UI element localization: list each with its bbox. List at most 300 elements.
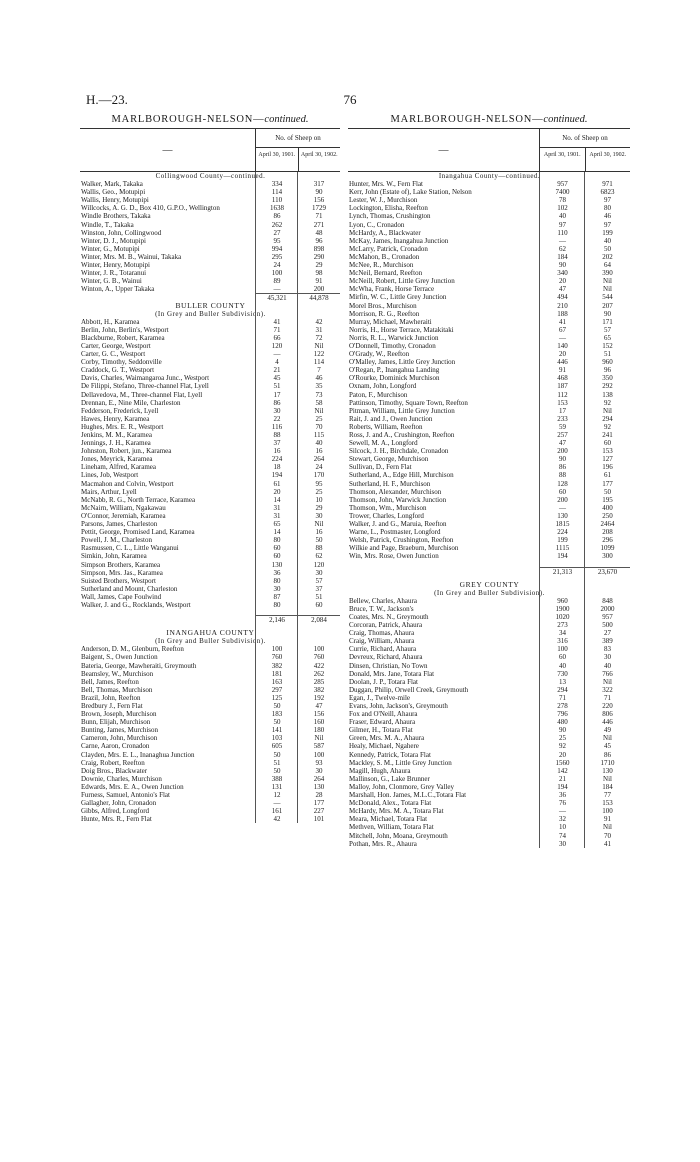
sheep-1902-cell: 31 bbox=[315, 325, 323, 334]
row-name: Donald, Mrs. Jane, Totara Flat bbox=[349, 669, 435, 678]
table-row bbox=[348, 423, 630, 431]
sheep-1902-cell: 50 bbox=[315, 536, 323, 545]
table-row bbox=[80, 751, 340, 759]
row-name: Winter, Mrs. M. B., Wainui, Takaka bbox=[81, 252, 182, 261]
row-name: Berlin, John, Berlin's, Westport bbox=[81, 325, 169, 334]
sheep-1901-cell: 14 bbox=[273, 495, 281, 504]
sheep-1901-cell: 188 bbox=[557, 309, 568, 318]
sheep-1901-cell: 163 bbox=[271, 677, 283, 686]
sheep-1902-cell: 1099 bbox=[600, 544, 615, 553]
sheep-1901-cell: 116 bbox=[271, 422, 283, 431]
row-name: Cameron, John, Murchison bbox=[81, 734, 158, 743]
row-name: Morel Bros., Murchison bbox=[349, 301, 417, 310]
sheep-1902-cell: Nil bbox=[603, 677, 612, 686]
sheep-1902-cell: 46 bbox=[315, 374, 323, 383]
left-name-header: — bbox=[162, 144, 173, 156]
sheep-1902-cell: 898 bbox=[313, 244, 325, 253]
table-row bbox=[80, 382, 340, 390]
sheep-1901-cell: 71 bbox=[559, 693, 566, 702]
sheep-1902-cell: 1729 bbox=[312, 204, 326, 213]
sheep-1902-cell: 177 bbox=[313, 799, 325, 808]
row-name: Mirfin, W. C., Little Grey Junction bbox=[349, 293, 447, 302]
sheep-1901-cell: 92 bbox=[559, 742, 566, 751]
row-name: Hawes, Henry, Karamea bbox=[81, 414, 150, 423]
sheep-1901-cell: 20 bbox=[559, 277, 566, 286]
row-name: Lyon, C., Cronadon bbox=[349, 220, 405, 229]
row-name: Trower, Charles, Longford bbox=[349, 511, 424, 520]
table-row bbox=[80, 196, 340, 204]
sheep-1902-cell: 70 bbox=[604, 831, 611, 840]
sheep-1902-cell: 296 bbox=[602, 536, 613, 545]
sheep-1902-cell: 390 bbox=[602, 269, 613, 278]
sheep-1902-cell: Nil bbox=[314, 341, 324, 350]
row-name: Sutherland, A., Edge Hill, Murchison bbox=[349, 471, 454, 480]
table-row bbox=[348, 269, 630, 277]
sheep-1901-cell: 30 bbox=[559, 839, 566, 848]
sheep-1901-cell: 60 bbox=[559, 653, 566, 662]
table-row bbox=[80, 245, 340, 253]
row-name: Gibbs, Alfred, Longford bbox=[81, 807, 150, 816]
sheep-1902-cell: 91 bbox=[604, 815, 611, 824]
row-name: Walker, Mark, Takaka bbox=[81, 180, 143, 189]
table-row bbox=[80, 480, 340, 488]
sheep-1901-cell: 42 bbox=[273, 815, 281, 824]
table-row bbox=[80, 350, 340, 358]
row-name: Dinsen, Christian, No Town bbox=[349, 661, 428, 670]
sheep-1901-cell: 91 bbox=[559, 366, 566, 375]
row-name: INANGAHUA COUNTY bbox=[166, 629, 255, 638]
sheep-1902-cell: 130 bbox=[313, 782, 325, 791]
table-row bbox=[348, 637, 630, 645]
row-name: Thomson, Wm., Murchison bbox=[349, 503, 427, 512]
table-row bbox=[348, 536, 630, 544]
sheep-1902-cell: 90 bbox=[315, 188, 323, 197]
row-name: Lockington, Elisha, Reefton bbox=[349, 204, 428, 213]
total-row bbox=[80, 293, 340, 301]
table-row bbox=[348, 613, 630, 621]
right-1901-header: April 30, 1901. bbox=[540, 148, 586, 171]
sheep-1901-cell: 233 bbox=[557, 414, 568, 423]
sheep-1901-cell: 130 bbox=[557, 511, 568, 520]
left-table-body bbox=[80, 172, 340, 823]
table-row bbox=[348, 702, 630, 710]
sheep-1901-cell: 480 bbox=[557, 718, 568, 727]
sheep-1902-cell: 400 bbox=[602, 503, 613, 512]
sheep-1901-cell: 13 bbox=[559, 677, 566, 686]
column-divider-years bbox=[297, 172, 298, 823]
sheep-1901-cell: 194 bbox=[557, 782, 568, 791]
sheep-1901-cell: 21 bbox=[273, 366, 281, 375]
sheep-1902-cell: 264 bbox=[313, 455, 325, 464]
table-row bbox=[80, 277, 340, 285]
table-row bbox=[80, 645, 340, 653]
row-name: Walker, J. and G., Rocklands, Westport bbox=[81, 600, 191, 609]
row-name: Mitchell, John, Moana, Greymouth bbox=[349, 831, 448, 840]
total-label bbox=[80, 615, 256, 623]
row-name: Pitman, William, Little Grey Junction bbox=[349, 406, 455, 415]
row-name: Doolan, J. P., Totara Flat bbox=[349, 677, 418, 686]
row-name: Thomson, John, Warwick Junction bbox=[349, 495, 447, 504]
sheep-1902-cell: 16 bbox=[315, 447, 323, 456]
sheep-1901-cell: 87 bbox=[273, 592, 281, 601]
row-name: Rasmussen, C. L., Little Wanganui bbox=[81, 544, 179, 553]
sheep-1901-cell: 41 bbox=[273, 317, 281, 326]
table-row bbox=[80, 391, 340, 399]
table-row bbox=[348, 261, 630, 269]
sheep-1902-cell: 91 bbox=[315, 277, 323, 286]
sheep-1902-cell: 200 bbox=[313, 285, 325, 294]
sheep-1901-cell: 34 bbox=[559, 629, 566, 638]
sheep-1901-cell: — bbox=[559, 503, 566, 512]
left-1901-header: April 30, 1901. bbox=[256, 148, 299, 171]
row-name: Norris, H., Horse Terrace, Matakitaki bbox=[349, 325, 454, 334]
row-name: McKay, James, Inangahua Junction bbox=[349, 236, 449, 245]
row-name: Brazil, John, Reefton bbox=[81, 693, 141, 702]
row-name: Anderson, D. M., Glenburn, Reefton bbox=[81, 645, 184, 654]
table-row bbox=[80, 653, 340, 661]
row-name: Bruce, T. W., Jackson's bbox=[349, 604, 414, 613]
sheep-1901-cell: 86 bbox=[273, 212, 281, 221]
sheep-1902-cell: 153 bbox=[602, 799, 613, 808]
column-divider-name bbox=[539, 172, 540, 848]
sheep-1901-cell: 97 bbox=[559, 220, 566, 229]
row-name: Simpson Brothers, Karamea bbox=[81, 560, 161, 569]
sheep-1901-cell: 7400 bbox=[555, 188, 570, 197]
sheep-1901-cell: 181 bbox=[271, 669, 283, 678]
row-name: Bateria, George, Mawheraiti, Greymouth bbox=[81, 661, 197, 670]
sheep-1901-cell: 120 bbox=[271, 341, 283, 350]
sheep-1901-cell: 102 bbox=[557, 204, 568, 213]
table-row bbox=[80, 285, 340, 293]
table-row bbox=[80, 569, 340, 577]
row-name: McLarry, Patrick, Cronadon bbox=[349, 244, 428, 253]
sheep-1902-cell: 202 bbox=[602, 252, 613, 261]
sheep-1901-cell: 50 bbox=[273, 750, 281, 759]
sheep-1902-cell: 957 bbox=[602, 612, 613, 621]
sheep-1902-cell: 114 bbox=[313, 358, 325, 367]
table-row bbox=[348, 431, 630, 439]
row-name: Ross, J. and A., Crushington, Reefton bbox=[349, 431, 455, 439]
sheep-1901-cell: 142 bbox=[557, 766, 568, 775]
sheep-1901-cell: 273 bbox=[557, 621, 568, 630]
sheep-1902-cell: 30 bbox=[315, 766, 323, 775]
sheep-1902-cell: 766 bbox=[602, 669, 613, 678]
table-row bbox=[348, 496, 630, 504]
sheep-1902-cell: 28 bbox=[315, 791, 323, 800]
row-name: Bell, Thomas, Murchison bbox=[81, 685, 153, 694]
row-name: Hunte, Mrs. R., Fern Flat bbox=[81, 815, 152, 824]
sheep-1901-cell: 31 bbox=[273, 503, 281, 512]
sheep-1902-cell: 382 bbox=[313, 685, 325, 694]
sheep-1902-cell: Nil bbox=[603, 285, 612, 294]
sheep-1902-cell: 37 bbox=[315, 584, 323, 593]
sheep-1902-cell: 57 bbox=[315, 576, 323, 585]
sheep-1902-cell: 70 bbox=[315, 422, 323, 431]
table-row bbox=[80, 520, 340, 528]
table-row bbox=[348, 471, 630, 479]
table-row bbox=[80, 399, 340, 407]
sheep-1902-cell: 40 bbox=[604, 661, 611, 670]
row-name: Fox and O'Neill, Ahaura bbox=[349, 710, 418, 719]
table-row bbox=[80, 342, 340, 350]
sheep-1902-cell: 45 bbox=[604, 742, 611, 751]
row-name: Murray, Michael, Mawheraiti bbox=[349, 317, 432, 326]
sheep-1902-cell: 72 bbox=[315, 333, 323, 342]
row-name: Sewell, M. A., Longford bbox=[349, 439, 418, 448]
sheep-1901-cell: 47 bbox=[559, 439, 566, 448]
row-name: Simpson, Mrs. Jas., Karamea bbox=[81, 568, 163, 577]
sheep-1902-cell: 192 bbox=[313, 693, 325, 702]
table-row bbox=[348, 775, 630, 783]
sheep-1901-cell: 183 bbox=[271, 710, 283, 719]
row-name: Beamsley, W., Murchison bbox=[81, 669, 154, 678]
sheep-1902-cell: 51 bbox=[604, 350, 611, 359]
row-name: O'Donnell, Timothy, Cronadon bbox=[349, 341, 436, 350]
sheep-1902-cell: 97 bbox=[604, 196, 611, 205]
row-name: Collingwood County—continued. bbox=[155, 172, 266, 180]
sheep-1902-cell: 24 bbox=[315, 463, 323, 472]
table-row bbox=[348, 310, 630, 318]
sheep-1901-cell: 86 bbox=[273, 398, 281, 407]
sheep-1902-cell: 47 bbox=[315, 702, 323, 710]
sheep-1902-cell: 71 bbox=[604, 693, 611, 702]
row-name: Coates, Mrs. N., Greymouth bbox=[349, 612, 429, 621]
sheep-1901-cell: 14 bbox=[273, 528, 281, 537]
row-name: Winton, A., Upper Takaka bbox=[81, 285, 155, 294]
sheep-1901-cell: 50 bbox=[273, 766, 281, 775]
sheep-1902-cell: 7 bbox=[317, 366, 321, 375]
sheep-1901-cell: 1638 bbox=[270, 204, 284, 213]
table-row bbox=[80, 662, 340, 670]
sheep-1902-cell: 16 bbox=[315, 528, 323, 537]
table-row bbox=[80, 686, 340, 694]
right-column bbox=[348, 112, 630, 848]
sheep-1902-cell: 317 bbox=[313, 180, 325, 189]
sheep-1902-cell: 100 bbox=[313, 750, 325, 759]
table-row bbox=[348, 840, 630, 848]
table-row bbox=[348, 823, 630, 831]
row-name: McMahon, B., Cronadon bbox=[349, 252, 420, 261]
row-name: Carter, George, Westport bbox=[81, 341, 151, 350]
row-name: Gilmer, H., Totara Flat bbox=[349, 726, 413, 735]
row-name: Paton, F., Murchison bbox=[349, 390, 408, 399]
table-row bbox=[80, 718, 340, 726]
sheep-1901-cell: 200 bbox=[557, 447, 568, 456]
table-row bbox=[348, 447, 630, 455]
sheep-1901-cell: 24 bbox=[273, 261, 281, 270]
table-row bbox=[348, 488, 630, 496]
right-1902-header: April 30, 1902. bbox=[589, 152, 627, 158]
sheep-1902-cell: 30 bbox=[315, 568, 323, 577]
column-divider-years bbox=[584, 172, 585, 848]
section-heading bbox=[348, 581, 630, 589]
sheep-1901-cell: 224 bbox=[271, 455, 283, 464]
sheep-1902-cell: 2000 bbox=[600, 604, 615, 613]
row-name: Malloy, John, Clonmore, Grey Valley bbox=[349, 782, 454, 791]
sheep-1901-cell: 51 bbox=[273, 382, 281, 391]
row-name: Parsons, James, Charleston bbox=[81, 520, 158, 529]
row-name: Clayden, Mrs. E. L., Inanaghua Junction bbox=[81, 750, 195, 759]
row-name: McHardy, A., Blackwater bbox=[349, 228, 421, 237]
sheep-1901-cell: 51 bbox=[273, 758, 281, 767]
sheep-1901-cell: 1115 bbox=[555, 544, 570, 553]
sheep-1901-cell: 86 bbox=[559, 463, 566, 472]
table-row bbox=[80, 253, 340, 261]
sheep-1901-cell: 494 bbox=[557, 293, 568, 302]
sheep-1901-cell: 47 bbox=[559, 285, 566, 294]
row-name: Welsh, Patrick, Crushington, Reefton bbox=[349, 536, 454, 545]
row-name: Brown, Joseph, Murchison bbox=[81, 710, 157, 719]
table-row bbox=[80, 237, 340, 245]
row-name: Winter, G. B., Wainui bbox=[81, 277, 142, 286]
table-row bbox=[348, 799, 630, 807]
row-name: Rait, J. and J., Owen Junction bbox=[349, 414, 433, 423]
table-row bbox=[348, 726, 630, 734]
sheep-1902-cell: 23,670 bbox=[585, 567, 630, 575]
sheep-1902-cell: 40 bbox=[604, 236, 611, 245]
sheep-1901-cell: 20 bbox=[559, 350, 566, 359]
sheep-1902-cell: 40 bbox=[315, 439, 323, 448]
row-name: Dellavedova, M., Three-channel Flat, Lyell bbox=[81, 390, 203, 399]
sheep-1901-cell: 316 bbox=[557, 637, 568, 646]
sheep-1901-cell: 20 bbox=[559, 750, 566, 759]
sheep-1902-cell: 100 bbox=[602, 807, 613, 816]
table-row bbox=[348, 293, 630, 301]
table-row bbox=[80, 561, 340, 569]
sheep-1901-cell: 80 bbox=[273, 600, 281, 609]
sheep-1902-cell: 184 bbox=[602, 782, 613, 791]
sheep-1902-cell: 95 bbox=[315, 479, 323, 488]
table-row bbox=[348, 751, 630, 759]
sheep-1901-cell: 40 bbox=[559, 212, 566, 221]
sheep-1902-cell: 300 bbox=[602, 552, 613, 561]
row-name: McDonald, Alex., Totara Flat bbox=[349, 799, 432, 808]
table-row bbox=[80, 577, 340, 585]
table-row bbox=[348, 670, 630, 678]
sheep-1901-cell: 95 bbox=[273, 236, 281, 245]
row-name: Bredbury J., Fern Flat bbox=[81, 702, 143, 710]
sheep-1902-cell: 98 bbox=[315, 269, 323, 278]
table-row bbox=[348, 815, 630, 823]
table-row bbox=[348, 767, 630, 775]
section-heading bbox=[80, 637, 340, 645]
sheep-1902-cell: Nil bbox=[314, 734, 324, 743]
row-name: Currie, Richard, Ahaura bbox=[349, 645, 417, 654]
row-name: Winter, G., Motupipi bbox=[81, 244, 140, 253]
table-row bbox=[80, 678, 340, 686]
table-row bbox=[348, 391, 630, 399]
sheep-1902-cell: 122 bbox=[313, 350, 325, 359]
sheep-1901-cell: 388 bbox=[271, 774, 283, 783]
table-row bbox=[80, 180, 340, 188]
row-name: Furness, Samuel, Antonio's Flat bbox=[81, 791, 170, 800]
table-row bbox=[80, 807, 340, 815]
section-heading bbox=[348, 172, 630, 180]
row-name: Kerr, John (Estate of), Lake Station, Nelson bbox=[349, 188, 472, 197]
table-row bbox=[80, 815, 340, 823]
sheep-1901-cell: 32 bbox=[559, 815, 566, 824]
table-row bbox=[348, 334, 630, 342]
sheep-1902-cell: 422 bbox=[313, 661, 325, 670]
table-row bbox=[348, 807, 630, 815]
table-row bbox=[80, 694, 340, 702]
row-name: Willcocks, A. G. D., Box 410, G.P.O., Wellington bbox=[81, 204, 220, 213]
sheep-1901-cell: 88 bbox=[559, 471, 566, 480]
sheep-1902-cell: 1710 bbox=[600, 758, 615, 767]
sheep-1902-cell: 73 bbox=[315, 390, 323, 399]
table-row bbox=[80, 528, 340, 536]
sheep-1901-cell: 88 bbox=[273, 431, 281, 439]
row-name: Drennan, E., Nine Mile, Charleston bbox=[81, 398, 181, 407]
sheep-1901-cell: 100 bbox=[271, 645, 283, 654]
sheep-1901-cell: 36 bbox=[273, 568, 281, 577]
table-row bbox=[80, 799, 340, 807]
sheep-1902-cell: 207 bbox=[602, 301, 613, 310]
sheep-1902-cell: 220 bbox=[602, 702, 613, 710]
sheep-1902-cell: 196 bbox=[602, 463, 613, 472]
row-name: McWha, Frank, Horse Terrace bbox=[349, 285, 435, 294]
section-heading bbox=[348, 589, 630, 597]
row-name: Warne, L., Postmaster, Longford bbox=[349, 528, 441, 537]
row-name: Stewart, George, Murchison bbox=[349, 455, 429, 464]
row-name: Magill, Hugh, Ahaura bbox=[349, 766, 411, 775]
table-row bbox=[80, 261, 340, 269]
sheep-1902-cell: Nil bbox=[603, 406, 612, 415]
sheep-1902-cell: 127 bbox=[602, 455, 613, 464]
sheep-1902-cell: 806 bbox=[602, 710, 613, 719]
sheep-1902-cell: 290 bbox=[313, 252, 325, 261]
table-row bbox=[348, 326, 630, 334]
row-name: McHardy, Mrs. M. A., Totara Flat bbox=[349, 807, 444, 816]
sheep-1901-cell: 80 bbox=[273, 536, 281, 545]
sheep-1902-cell: 60 bbox=[315, 600, 323, 609]
row-name: McNeil, Bernard, Reefton bbox=[349, 269, 423, 278]
left-title: MARLBOROUGH-NELSON—continued. bbox=[111, 114, 309, 125]
sheep-1901-cell: 59 bbox=[559, 422, 566, 431]
table-row bbox=[348, 629, 630, 637]
row-name: Green, Mrs. M. A., Ahaura bbox=[349, 734, 425, 743]
table-row bbox=[80, 204, 340, 212]
table-row bbox=[348, 832, 630, 840]
sheep-1901-cell: 30 bbox=[273, 584, 281, 593]
row-name: Corcoran, Patrick, Ahaura bbox=[349, 621, 423, 630]
left-sheep-header: No. of Sheep on bbox=[256, 129, 340, 148]
sheep-1901-cell: 131 bbox=[271, 782, 283, 791]
sheep-1901-cell: 30 bbox=[273, 406, 281, 415]
sheep-1901-cell: 278 bbox=[557, 702, 568, 710]
sheep-1901-cell: 12 bbox=[273, 791, 281, 800]
table-row bbox=[80, 439, 340, 447]
row-name: Kennedy, Patrick, Totara Flat bbox=[349, 750, 431, 759]
row-name: (In Grey and Buller Subdivision). bbox=[155, 309, 266, 318]
table-row bbox=[80, 702, 340, 710]
right-table-body bbox=[348, 172, 630, 848]
sheep-1901-cell: 90 bbox=[559, 455, 566, 464]
row-name: Carter, G. C., Westport bbox=[81, 350, 146, 359]
row-name: Macmahon and Colvin, Westport bbox=[81, 479, 174, 488]
row-name: O'Regan, P., Inangahua Landing bbox=[349, 366, 440, 375]
row-name: Craig, Thomas, Ahaura bbox=[349, 629, 415, 638]
sheep-1902-cell: 46 bbox=[604, 212, 611, 221]
row-name: Mairs, Arthur, Lyell bbox=[81, 487, 137, 496]
table-row bbox=[80, 229, 340, 237]
sheep-1901-cell: 4 bbox=[275, 358, 279, 367]
row-name: Winter, D. J., Motupipi bbox=[81, 236, 146, 245]
sheep-1902-cell: 389 bbox=[602, 637, 613, 646]
sheep-1901-cell: 125 bbox=[271, 693, 283, 702]
sheep-1902-cell: 25 bbox=[315, 487, 323, 496]
row-name: Hughes, Mrs. E. R., Westport bbox=[81, 422, 164, 431]
